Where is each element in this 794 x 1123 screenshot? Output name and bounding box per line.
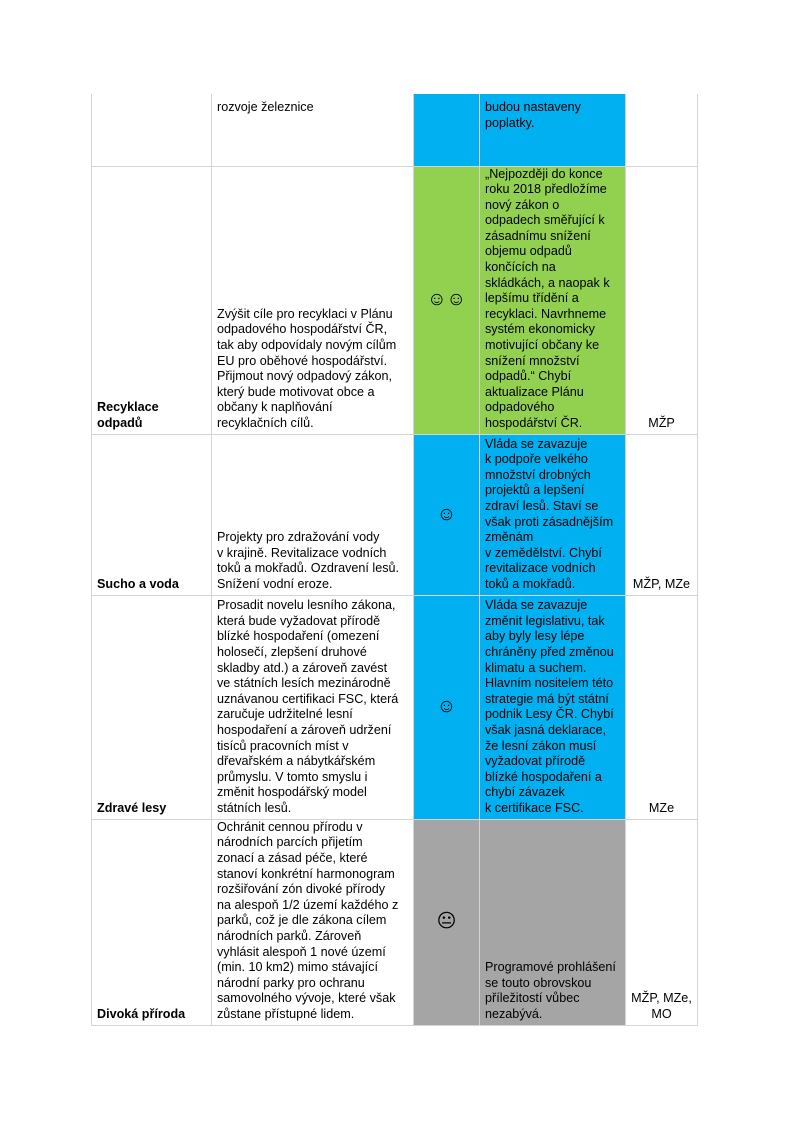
smiley-icon: ☺☺ [427,288,466,310]
evaluation-cell: „Nejpozději do konce roku 2018 předložíme nový zákon o odpadech směřující k zásadnímu snížení objemu odpadů končících na skládkách, a naopak k lepšímu třídění a recyklaci. Navrhneme systém ekonomicky motivující občany ke snížení množství odpadů.“ Chybí aktualizace Plánu odpadového hospodářství ČR. [480,166,626,434]
policy-evaluation-table [91,94,698,1026]
ministry-cell: MŽP, MZe, MO [626,819,698,1025]
smiley-icon: ☺ [436,695,457,717]
ministry-cell: MZe [626,595,698,819]
table-row [92,94,698,166]
goal-cell: Zvýšit cíle pro recyklaci v Plánu odpadového hospodářství ČR, tak aby odpovídaly novým cílům EU pro oběhové hospodářství. Přijmout nový odpadový zákon, který bude motivovat obce a občany k naplňování recyklačních cílů. [212,166,414,434]
rating-cell [414,819,480,1025]
table-row [92,819,698,1025]
ministry-cell [626,94,698,166]
goal-cell: Projekty pro zdražování vody v krajině. Revitalizace vodních toků a mokřadů. Ozdravení lesů. Snížení vodní eroze. [212,434,414,595]
neutral-face-icon: 😐 [436,910,457,932]
evaluation-cell: budou nastaveny poplatky. [480,94,626,166]
goal-cell: rozvoje železnice [212,94,414,166]
topic-cell: Zdravé lesy [92,595,212,819]
rating-cell [414,434,480,595]
goal-cell: Prosadit novelu lesního zákona, která bude vyžadovat přírodě blízké hospodaření (omezení holosečí, zlepšení druhové skladby atd.) a zároveň zavést ve státních lesích mezinárodně uznávanou certifikaci FSC, která zaručuje udržitelné lesní hospodaření a zároveň udržení tisíců pracovních míst v dřevařském a nábytkářském průmyslu. V tomto smyslu i změnit hospodářský model státních lesů. [212,595,414,819]
ministry-cell: MŽP, MZe [626,434,698,595]
table-row [92,595,698,819]
rating-cell [414,166,480,434]
ministry-cell: MŽP [626,166,698,434]
table-row [92,166,698,434]
table-row [92,434,698,595]
topic-cell [92,94,212,166]
topic-cell: Recyklace odpadů [92,166,212,434]
rating-cell [414,94,480,166]
evaluation-cell: Programové prohlášení se touto obrovskou příležitostí vůbec nezabývá. [480,819,626,1025]
topic-cell: Sucho a voda [92,434,212,595]
topic-cell: Divoká příroda [92,819,212,1025]
smiley-icon: ☺ [436,503,457,525]
evaluation-cell: Vláda se zavazuje změnit legislativu, tak aby byly lesy lépe chráněny před změnou klimatu a suchem. Hlavním nositelem této strategie má být státní podnik Lesy ČR. Chybí však jasná deklarace, že lesní zákon musí vyžadovat přírodě blízké hospodaření a chybí závazek k certifikace FSC. [480,595,626,819]
rating-cell [414,595,480,819]
goal-cell: Ochránit cennou přírodu v národních parcích přijetím zonací a zásad péče, které stanoví konkrétní harmonogram rozšiřování zón divoké přírody na alespoň 1/2 území každého z parků, což je dle zákona cílem národních parků. Zároveň vyhlásit alespoň 1 nové území (min. 10 km2) mimo stávající národní parky pro ochranu samovolného vývoje, které však zůstane přístupné lidem. [212,819,414,1025]
evaluation-cell: Vláda se zavazuje k podpoře velkého množství drobných projektů a lepšení zdraví lesů. Staví se však proti zásadnějším změnám v zemědělství. Chybí revitalizace vodních toků a mokřadů. [480,434,626,595]
